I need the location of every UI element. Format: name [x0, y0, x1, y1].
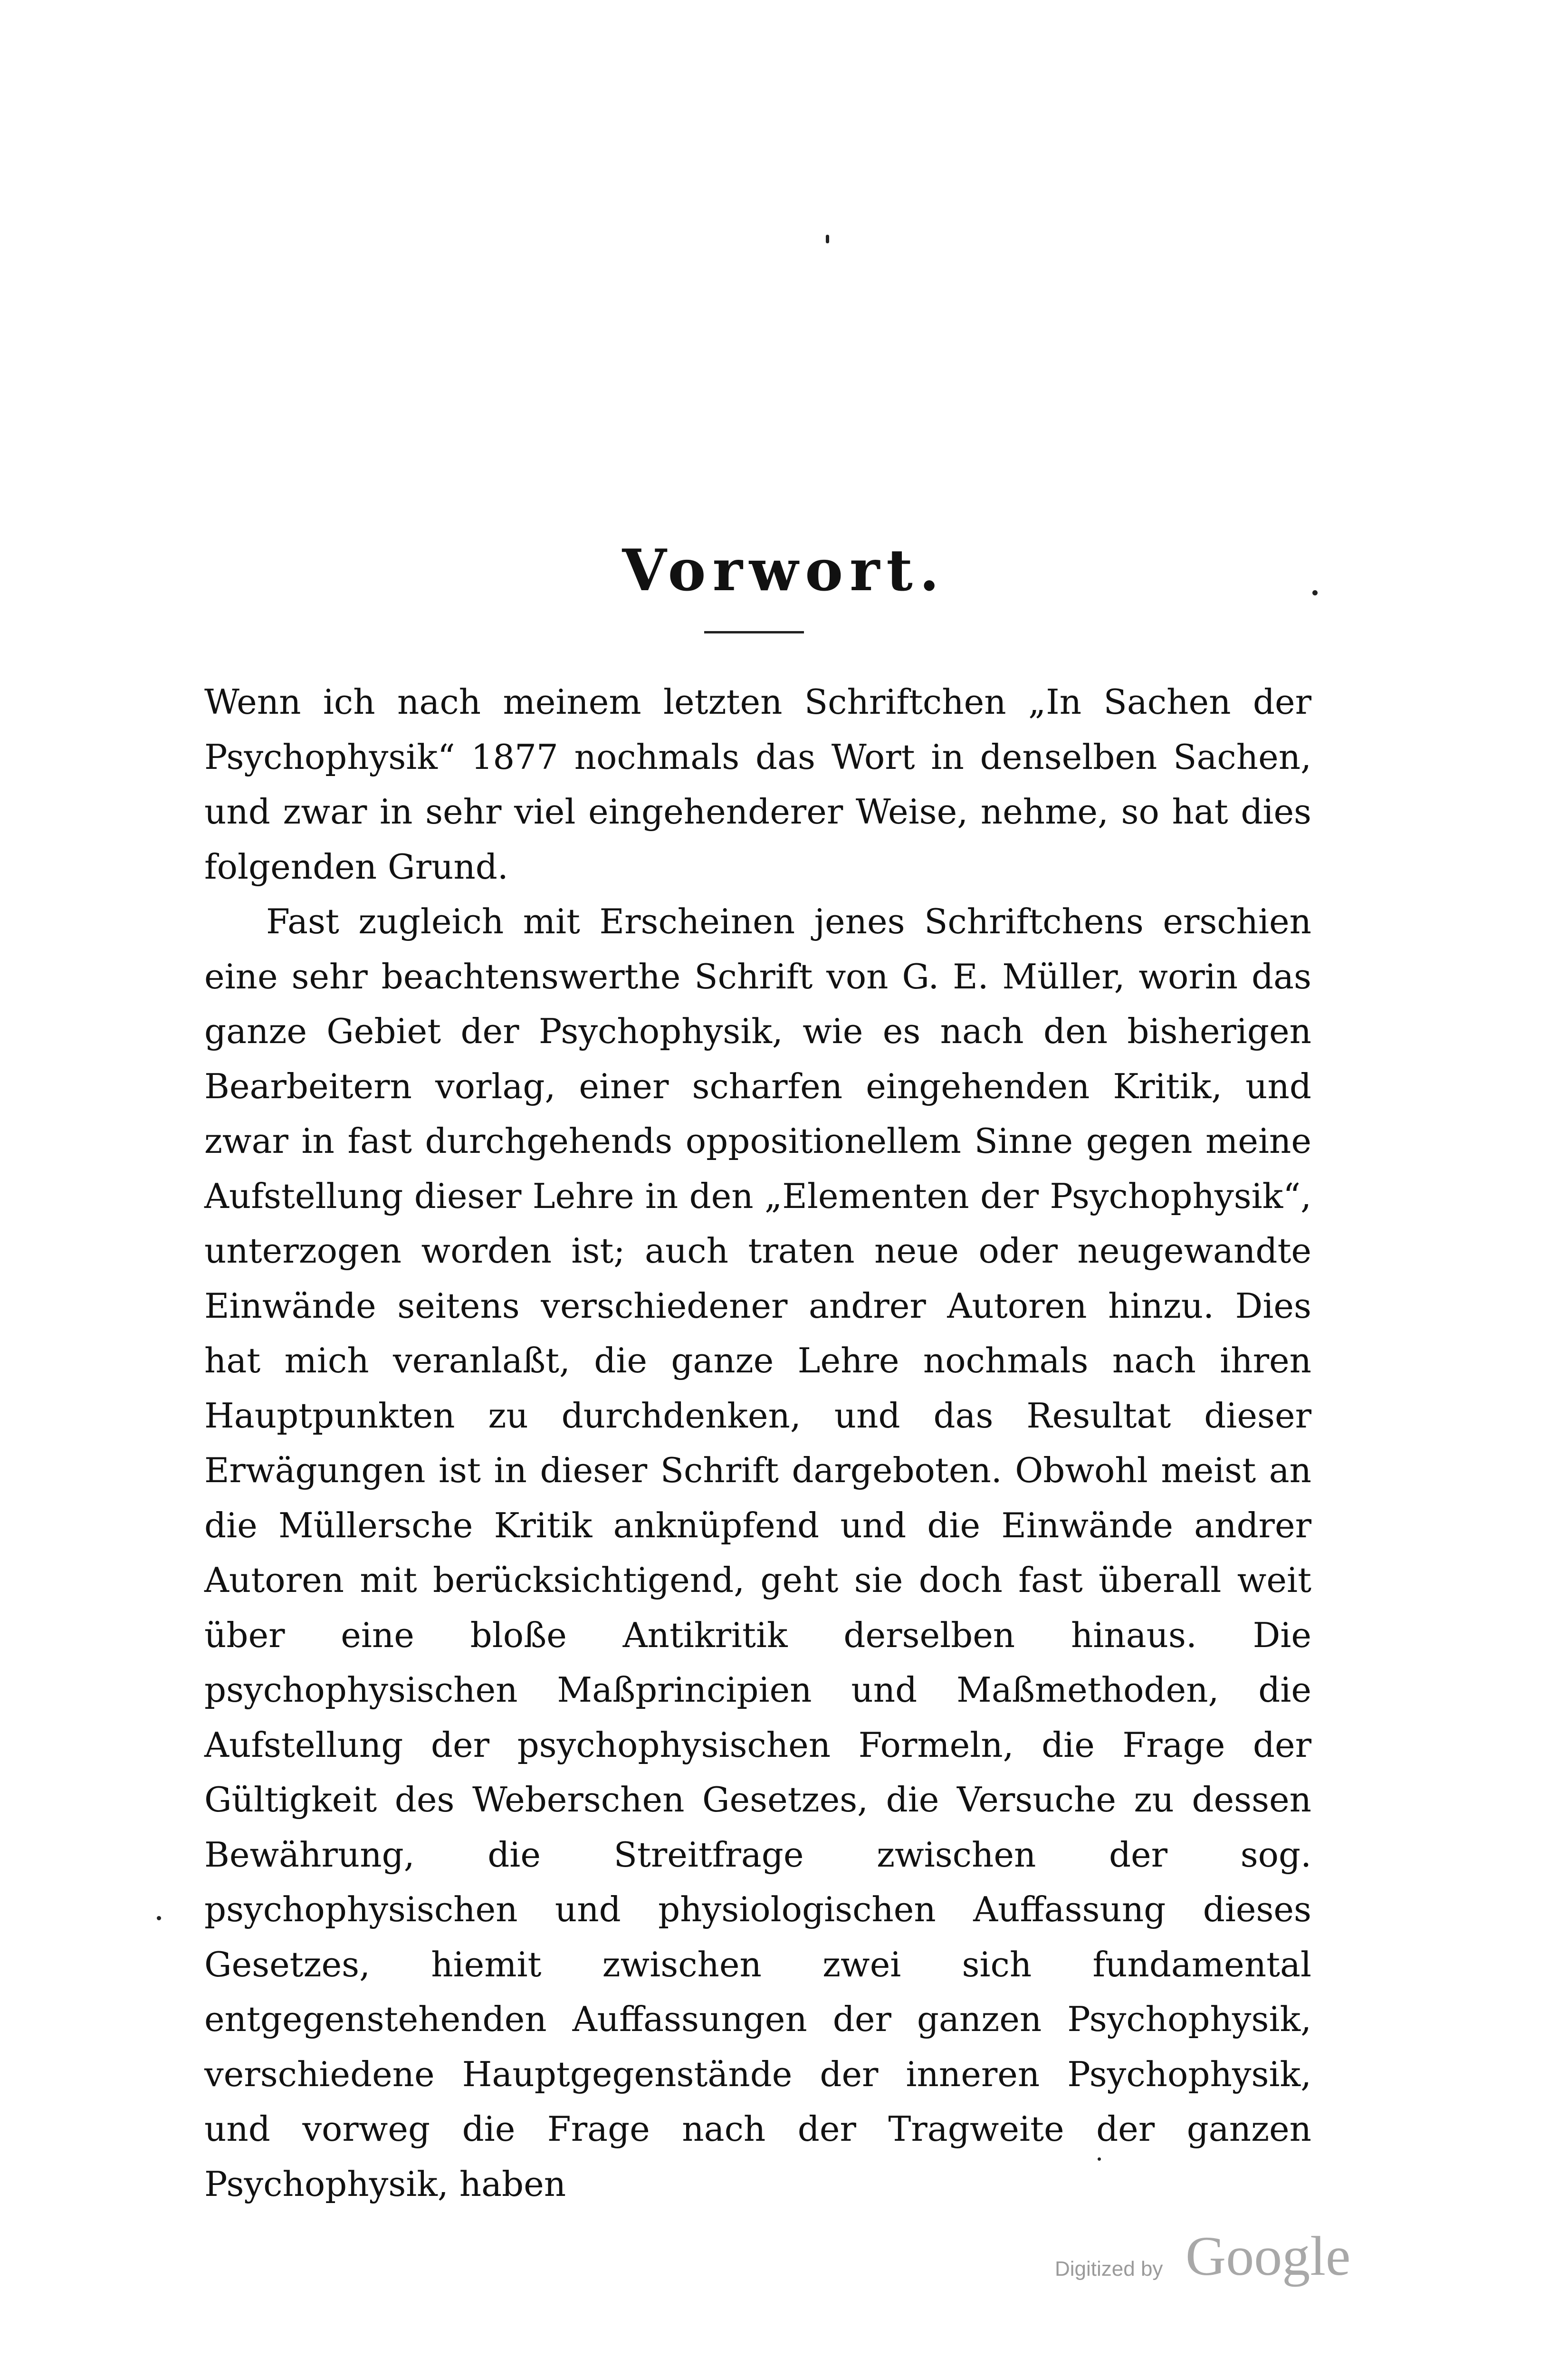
digitization-watermark	[1055, 2225, 1378, 2287]
paragraph: Wenn ich nach meinem letzten Schriftchen „In Sachen der Psychophysik“ 1877 nochmals das Wort in denselben Sachen, und zwar in sehr viel eingehenderer Weise, nehme, so hat dies folgenden Grund.	[204, 682, 1311, 887]
paragraph: Fast zugleich mit Erscheinen jenes Schriftchens erschien eine sehr beachtenswerthe Schrift von G. E. Müller, worin das ganze Gebiet der Psychophysik, wie es nach den bisherigen Bearbeitern vorlag, einer scharfen eingehenden Kritik, und zwar in fast durchgehends oppositionellem Sinne gegen meine Aufstellung dieser Lehre in den „Elementen der Psychophysik“, unterzogen worden ist; auch traten neue oder neugewandte Einwände seitens verschiedener andrer Autoren hinzu. Dies hat mich veranlaßt, die ganze Lehre nochmals nach ihren Hauptpunkten zu durchdenken, und das Resultat dieser Erwägungen ist in dieser Schrift dargeboten. Obwohl meist an die Müllersche Kritik anknüpfend und die Einwände andrer Autoren mit berücksichtigend, geht sie doch fast überall weit über eine bloße Antikritik derselben hinaus. Die psychophysischen Maßprincipien und Maßmethoden, die Aufstellung der psychophysischen Formeln, die Frage der Gültigkeit des Weberschen Gesetzes, die Versuche zu dessen Bewährung, die Streitfrage zwischen der sog. psychophysischen und physiologischen Auffassung dieses Gesetzes, hiemit zwischen zwei sich fundamental entgegenstehenden Auffassungen der ganzen Psychophysik, verschiedene Hauptgegenstände der inneren Psychophysik, und vorweg die Frage nach der Tragweite der ganzen Psychophysik, haben	[204, 901, 1311, 2204]
title-divider	[704, 631, 804, 633]
watermark-prefix: Digitized by	[1055, 2257, 1163, 2280]
body-text	[204, 675, 1311, 2212]
scan-speck	[157, 1916, 161, 1920]
page-title: Vorwort.	[622, 537, 946, 604]
google-logo: Google	[1186, 2225, 1351, 2287]
scan-speck	[826, 235, 829, 243]
